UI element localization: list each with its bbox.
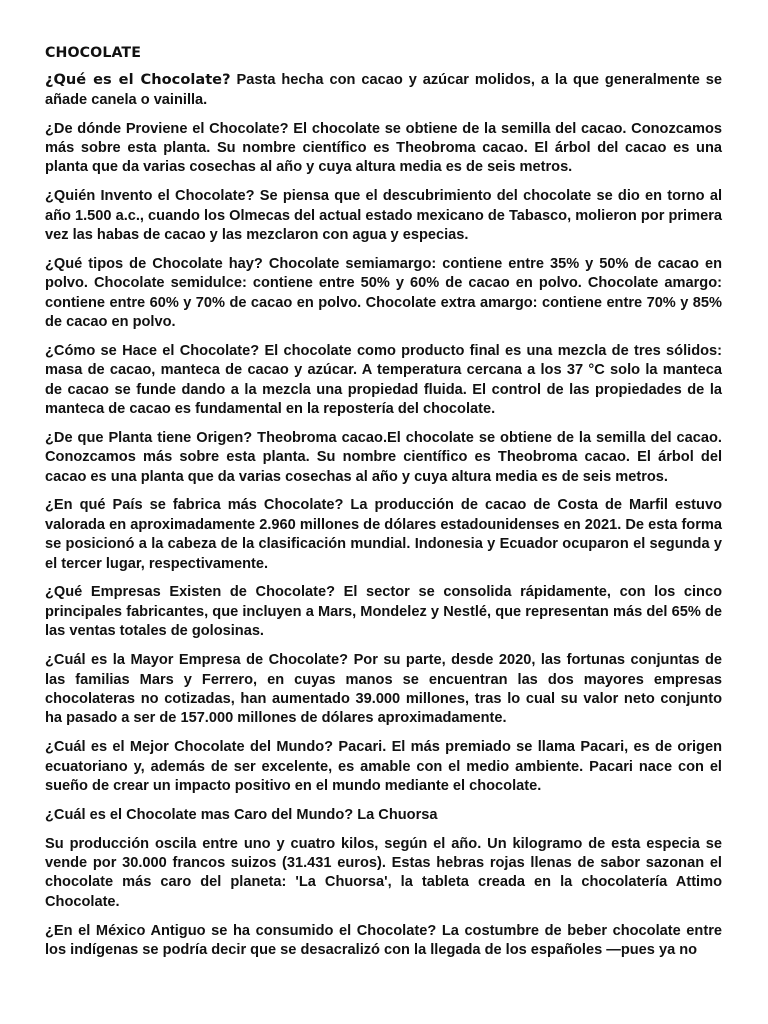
document-title: CHOCOLATE <box>45 45 142 61</box>
paragraph: ¿Cómo se Hace el Chocolate? El chocolate como producto final es una mezcla de tres sólidos: masa de cacao, manteca de cacao y azúcar. A temperatura cercana a los 37 °C solo la manteca de cacao se funde dando a la mezcla una propiedad fluida. El control de las propiedades de la manteca de cacao es fundamental en la repostería del chocolate. <box>45 342 722 418</box>
paragraph: ¿Cuál es el Mejor Chocolate del Mundo? Pacari. El más premiado se llama Pacari, es de origen ecuatoriano y, además de ser excelente, es amable con el medio ambiente. Pacari nace con el sueño de crear un impacto positivo en el mundo mediante el chocolate. <box>45 739 722 794</box>
paragraph: ¿De que Planta tiene Origen? Theobroma cacao.El chocolate se obtiene de la semilla del cacao. Conozcamos más sobre esta planta. Su nombre científico es Theobroma cacao. El árbol del cacao es una planta que da varias cosechas al año y cuya altura media es de seis metros. <box>45 429 722 485</box>
paragraph: ¿Cuál es el Chocolate mas Caro del Mundo? La Chuorsa <box>45 806 438 823</box>
paragraph: ¿Qué Empresas Existen de Chocolate? El sector se consolida rápidamente, con los cinco principales fabricantes, que incluyen a Mars, Mondelez y Nestlé, que representan más del 65% de las ventas totales de golosinas. <box>45 584 722 640</box>
document-page <box>45 44 722 970</box>
paragraph: ¿En el México Antiguo se ha consumido el Chocolate? La costumbre de beber chocolate entre los indígenas se podría decir que se desacralizó con la llegada de los españoles —pues ya no <box>45 922 722 958</box>
paragraph: Su producción oscila entre uno y cuatro kilos, según el año. Un kilogramo de esta especia se vende por 30.000 francos suizos (31.431 euros). Estas hebras rojas llenas de sabor sazonan el chocolate más caro del planeta: 'La Chuorsa', la tableta creada en la chocolatería Attimo Chocolate. <box>45 835 722 910</box>
paragraph: ¿Quién Invento el Chocolate? Se piensa que el descubrimiento del chocolate se dio en torno al año 1.500 a.c., cuando los Olmecas del actual estado mexicano de Tabasco, molieron por primera vez las habas de cacao y las mezclaron con agua y especias. <box>45 188 722 244</box>
paragraph: ¿De dónde Proviene el Chocolate? El chocolate se obtiene de la semilla del cacao. Conozcamos más sobre esta planta. Su nombre científico es Theobroma cacao. El árbol del cacao es una planta que da varias cosechas al año y cuya altura media es de seis metros. <box>45 120 722 176</box>
paragraph-text: Pasta hecha con cacao y azúcar molidos, a la que generalmente se añade canela o vainilla. <box>45 72 722 108</box>
paragraph: ¿Cuál es la Mayor Empresa de Chocolate? Por su parte, desde 2020, las fortunas conjuntas de las familias Mars y Ferrero, en cuyas manos se encuentran las dos mayores empresas chocolateras no cotizadas, han aumentado 39.000 millones, tras lo cual su valor neto conjunto ha pasado a ser de 157.000 millones de dólares aproximadamente. <box>45 652 722 727</box>
paragraph <box>45 70 722 110</box>
paragraph: ¿Qué tipos de Chocolate hay? Chocolate semiamargo: contiene entre 35% y 50% de cacao en polvo. Chocolate semidulce: contiene entre 50% y 60% de cacao en polvo. Chocolate amargo: contiene entre 60% y 70% de cacao en polvo. Chocolate extra amargo: contiene entre 70% y 85% de cacao en polvo. <box>45 255 722 331</box>
paragraph: ¿En qué País se fabrica más Chocolate? La producción de cacao de Costa de Marfil estuvo valorada en aproximadamente 2.960 millones de dólares estadounidenses en 2021. De esta forma se posicionó a la cabeza de la clasificación mundial. Indonesia y Ecuador ocuparon el segunda y el tercer lugar, respectivamente. <box>45 497 722 572</box>
paragraph-question: ¿Qué es el Chocolate? <box>45 71 231 89</box>
